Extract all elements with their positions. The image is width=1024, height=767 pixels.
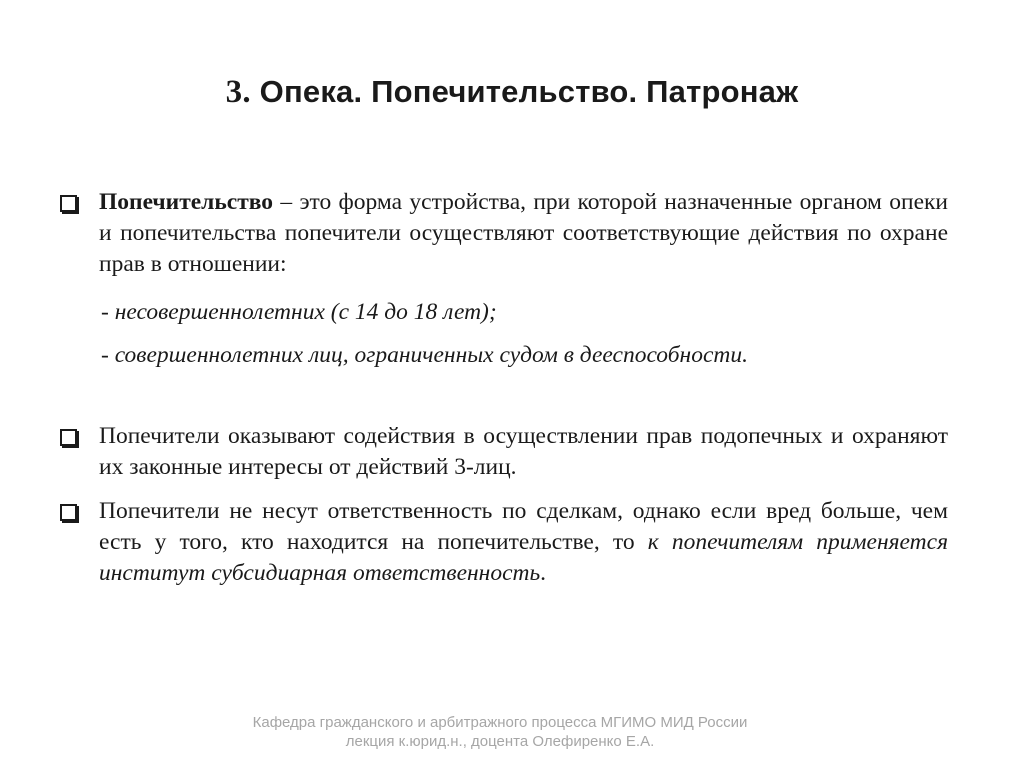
bullet-text-plain: Попечители не несут ответственность по сделкам, однако если вред больше, чем есть у того, кто находится на попечительстве, то <box>99 498 948 555</box>
checkbox-bullet-icon <box>60 429 77 446</box>
bullet-text: Попечители оказывают содействия в осуществлении прав подопечных и охраняют их законные интересы от действий 3-лиц. <box>99 423 948 480</box>
title-number: 3. <box>225 74 251 110</box>
footer-lecturer: лекция к.юрид.н., доцента Олефиренко Е.А. <box>345 733 655 750</box>
bullet-item-guardians-liability <box>60 496 948 589</box>
subitem-minors: - несовершеннолетних (с 14 до 18 лет); <box>101 299 497 325</box>
bullet-definition: – это форма устройства, при которой назначенные органом опеки и попечительства попечители осуществляют соответствующие действия по охране прав в отношении: <box>99 189 948 277</box>
bullet-item-guardians-assist <box>60 421 948 483</box>
bullet-term: Попечительство <box>99 189 274 215</box>
bullet-text <box>99 187 948 280</box>
title-text: Опека. Попечительство. Патронаж <box>259 74 799 109</box>
bullet-text-end: . <box>540 560 547 586</box>
checkbox-bullet-icon <box>60 504 77 521</box>
footer-department: Кафедра гражданского и арбитражного процесса МГИМО МИД России <box>252 714 748 731</box>
bullet-item-guardianship-definition <box>60 187 948 280</box>
bullet-text <box>99 496 948 589</box>
footer <box>0 713 1000 751</box>
bullet-text-italic: к попечителям применяется институт субсидиарная ответственность <box>99 529 949 586</box>
subitem-limited-capacity: - совершеннолетних лиц, ограниченных судом в дееспособности. <box>101 342 748 368</box>
slide-title <box>0 74 1024 111</box>
checkbox-bullet-icon <box>60 195 77 212</box>
